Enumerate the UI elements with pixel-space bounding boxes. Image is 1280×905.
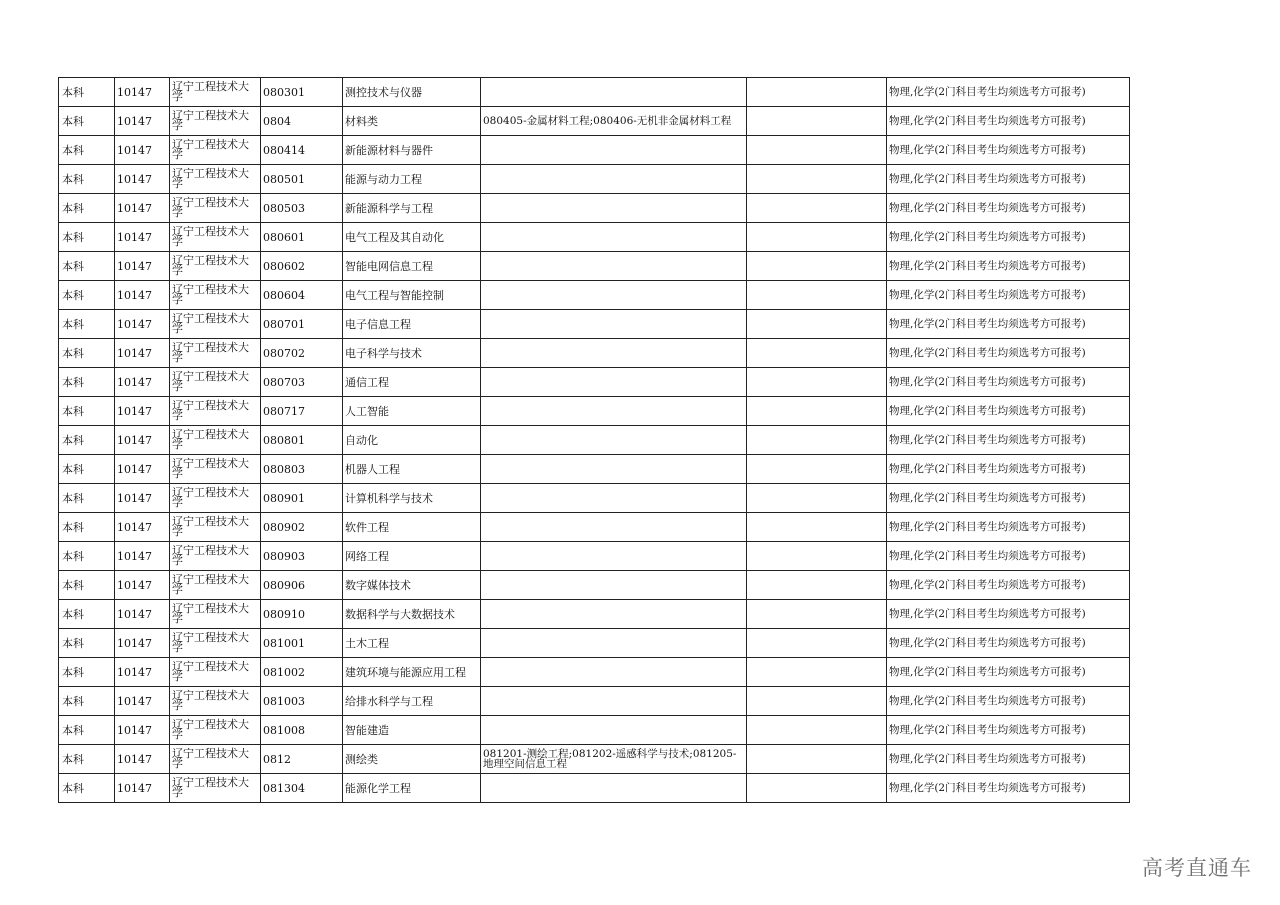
cell-extra [747,687,887,716]
cell-subject-requirement: 物理,化学(2门科目考生均须选考方可报考) [887,397,1130,426]
table-row [59,368,1130,397]
cell-included-majors [481,252,747,281]
cell-extra [747,542,887,571]
cell-subject-requirement: 物理,化学(2门科目考生均须选考方可报考) [887,513,1130,542]
cell-school-name: 辽宁工程技术大学 [170,310,261,339]
cell-subject-requirement: 物理,化学(2门科目考生均须选考方可报考) [887,136,1130,165]
table-row [59,629,1130,658]
cell-school-name: 辽宁工程技术大学 [170,774,261,803]
table-row [59,252,1130,281]
cell-level: 本科 [59,687,115,716]
cell-included-majors [481,658,747,687]
cell-included-majors [481,513,747,542]
table-row [59,455,1130,484]
cell-major-code: 080803 [261,455,343,484]
cell-major-name: 材料类 [343,107,481,136]
cell-school-name: 辽宁工程技术大学 [170,571,261,600]
cell-level: 本科 [59,484,115,513]
cell-major-name: 能源与动力工程 [343,165,481,194]
cell-level: 本科 [59,252,115,281]
cell-level: 本科 [59,310,115,339]
cell-major-name: 软件工程 [343,513,481,542]
table-row [59,426,1130,455]
table-row [59,745,1130,774]
cell-included-majors [481,397,747,426]
cell-included-majors [481,571,747,600]
cell-extra [747,223,887,252]
cell-included-majors: 080405-金属材料工程;080406-无机非金属材料工程 [481,107,747,136]
cell-subject-requirement: 物理,化学(2门科目考生均须选考方可报考) [887,107,1130,136]
cell-extra [747,136,887,165]
cell-subject-requirement: 物理,化学(2门科目考生均须选考方可报考) [887,310,1130,339]
cell-major-code: 080903 [261,542,343,571]
cell-school-name: 辽宁工程技术大学 [170,687,261,716]
cell-extra [747,716,887,745]
cell-major-name: 测控技术与仪器 [343,78,481,107]
cell-school-name: 辽宁工程技术大学 [170,194,261,223]
cell-school-code: 10147 [115,310,170,339]
table-row [59,774,1130,803]
cell-school-code: 10147 [115,513,170,542]
cell-subject-requirement: 物理,化学(2门科目考生均须选考方可报考) [887,542,1130,571]
cell-level: 本科 [59,629,115,658]
cell-extra [747,78,887,107]
cell-major-code: 080501 [261,165,343,194]
cell-major-name: 通信工程 [343,368,481,397]
cell-school-code: 10147 [115,223,170,252]
cell-school-code: 10147 [115,687,170,716]
cell-extra [747,281,887,310]
cell-subject-requirement: 物理,化学(2门科目考生均须选考方可报考) [887,78,1130,107]
cell-level: 本科 [59,658,115,687]
cell-subject-requirement: 物理,化学(2门科目考生均须选考方可报考) [887,745,1130,774]
table-row [59,165,1130,194]
cell-included-majors [481,281,747,310]
cell-included-majors [481,194,747,223]
table-row [59,600,1130,629]
watermark-text: 高考直通车 [1142,856,1252,880]
cell-major-name: 给排水科学与工程 [343,687,481,716]
table-row [59,107,1130,136]
cell-major-code: 080906 [261,571,343,600]
cell-level: 本科 [59,513,115,542]
cell-major-name: 测绘类 [343,745,481,774]
cell-included-majors [481,339,747,368]
cell-school-name: 辽宁工程技术大学 [170,397,261,426]
cell-school-name: 辽宁工程技术大学 [170,223,261,252]
cell-school-name: 辽宁工程技术大学 [170,542,261,571]
table-row [59,716,1130,745]
cell-included-majors [481,368,747,397]
cell-level: 本科 [59,716,115,745]
cell-subject-requirement: 物理,化学(2门科目考生均须选考方可报考) [887,658,1130,687]
cell-level: 本科 [59,745,115,774]
cell-subject-requirement: 物理,化学(2门科目考生均须选考方可报考) [887,223,1130,252]
cell-school-code: 10147 [115,107,170,136]
cell-extra [747,107,887,136]
cell-major-name: 建筑环境与能源应用工程 [343,658,481,687]
cell-level: 本科 [59,455,115,484]
cell-included-majors [481,484,747,513]
cell-level: 本科 [59,339,115,368]
cell-level: 本科 [59,107,115,136]
cell-extra [747,513,887,542]
cell-level: 本科 [59,281,115,310]
cell-included-majors [481,78,747,107]
cell-major-code: 080601 [261,223,343,252]
cell-extra [747,571,887,600]
cell-subject-requirement: 物理,化学(2门科目考生均须选考方可报考) [887,165,1130,194]
cell-school-code: 10147 [115,600,170,629]
table-row [59,310,1130,339]
cell-major-name: 数字媒体技术 [343,571,481,600]
cell-school-code: 10147 [115,455,170,484]
cell-included-majors [481,136,747,165]
cell-major-name: 自动化 [343,426,481,455]
cell-major-code: 080301 [261,78,343,107]
cell-major-code: 081001 [261,629,343,658]
cell-extra [747,455,887,484]
table-row [59,484,1130,513]
cell-subject-requirement: 物理,化学(2门科目考生均须选考方可报考) [887,571,1130,600]
cell-included-majors: 081201-测绘工程;081202-遥感科学与技术;081205-地理空间信息工程 [481,745,747,774]
cell-school-name: 辽宁工程技术大学 [170,484,261,513]
cell-major-code: 081008 [261,716,343,745]
cell-school-name: 辽宁工程技术大学 [170,281,261,310]
cell-extra [747,774,887,803]
cell-major-code: 080703 [261,368,343,397]
cell-major-name: 电气工程及其自动化 [343,223,481,252]
cell-school-name: 辽宁工程技术大学 [170,426,261,455]
cell-extra [747,339,887,368]
cell-extra [747,194,887,223]
cell-school-name: 辽宁工程技术大学 [170,600,261,629]
cell-included-majors [481,223,747,252]
cell-major-name: 土木工程 [343,629,481,658]
cell-level: 本科 [59,571,115,600]
cell-extra [747,658,887,687]
cell-extra [747,310,887,339]
cell-major-code: 080503 [261,194,343,223]
cell-major-name: 新能源材料与器件 [343,136,481,165]
cell-level: 本科 [59,165,115,194]
cell-subject-requirement: 物理,化学(2门科目考生均须选考方可报考) [887,455,1130,484]
table-row [59,281,1130,310]
cell-subject-requirement: 物理,化学(2门科目考生均须选考方可报考) [887,252,1130,281]
cell-subject-requirement: 物理,化学(2门科目考生均须选考方可报考) [887,339,1130,368]
cell-major-code: 080910 [261,600,343,629]
cell-extra [747,252,887,281]
cell-level: 本科 [59,136,115,165]
cell-major-code: 080604 [261,281,343,310]
cell-school-code: 10147 [115,397,170,426]
table-row [59,136,1130,165]
cell-level: 本科 [59,223,115,252]
table-row [59,542,1130,571]
cell-major-code: 0812 [261,745,343,774]
cell-school-code: 10147 [115,339,170,368]
cell-major-name: 数据科学与大数据技术 [343,600,481,629]
cell-school-code: 10147 [115,658,170,687]
cell-extra [747,368,887,397]
cell-included-majors [481,542,747,571]
cell-school-name: 辽宁工程技术大学 [170,513,261,542]
cell-major-name: 网络工程 [343,542,481,571]
cell-major-name: 电子信息工程 [343,310,481,339]
cell-included-majors [481,310,747,339]
table-row [59,397,1130,426]
cell-subject-requirement: 物理,化学(2门科目考生均须选考方可报考) [887,629,1130,658]
cell-extra [747,397,887,426]
cell-level: 本科 [59,397,115,426]
cell-subject-requirement: 物理,化学(2门科目考生均须选考方可报考) [887,774,1130,803]
cell-school-code: 10147 [115,281,170,310]
cell-major-code: 080901 [261,484,343,513]
cell-level: 本科 [59,368,115,397]
cell-included-majors [481,774,747,803]
table-body [59,78,1130,803]
table-row [59,78,1130,107]
cell-school-code: 10147 [115,368,170,397]
cell-major-code: 080602 [261,252,343,281]
cell-extra [747,629,887,658]
cell-subject-requirement: 物理,化学(2门科目考生均须选考方可报考) [887,281,1130,310]
cell-subject-requirement: 物理,化学(2门科目考生均须选考方可报考) [887,716,1130,745]
cell-school-code: 10147 [115,426,170,455]
cell-major-code: 080702 [261,339,343,368]
cell-major-code: 080801 [261,426,343,455]
table-row [59,571,1130,600]
cell-school-code: 10147 [115,716,170,745]
cell-school-name: 辽宁工程技术大学 [170,455,261,484]
cell-included-majors [481,455,747,484]
cell-major-name: 能源化学工程 [343,774,481,803]
cell-level: 本科 [59,78,115,107]
cell-major-code: 0804 [261,107,343,136]
cell-major-name: 新能源科学与工程 [343,194,481,223]
cell-included-majors [481,426,747,455]
table-row [59,687,1130,716]
cell-extra [747,745,887,774]
cell-school-code: 10147 [115,194,170,223]
cell-major-name: 智能电网信息工程 [343,252,481,281]
cell-major-code: 080902 [261,513,343,542]
cell-included-majors [481,716,747,745]
cell-school-code: 10147 [115,774,170,803]
cell-school-code: 10147 [115,252,170,281]
cell-included-majors [481,600,747,629]
cell-school-code: 10147 [115,136,170,165]
cell-major-code: 080701 [261,310,343,339]
table-row [59,513,1130,542]
cell-school-code: 10147 [115,542,170,571]
cell-level: 本科 [59,426,115,455]
cell-school-code: 10147 [115,165,170,194]
table-row [59,339,1130,368]
cell-school-code: 10147 [115,745,170,774]
cell-extra [747,426,887,455]
cell-extra [747,484,887,513]
cell-major-code: 081304 [261,774,343,803]
cell-major-name: 电子科学与技术 [343,339,481,368]
cell-school-code: 10147 [115,571,170,600]
cell-major-name: 计算机科学与技术 [343,484,481,513]
cell-school-name: 辽宁工程技术大学 [170,716,261,745]
cell-school-name: 辽宁工程技术大学 [170,745,261,774]
cell-level: 本科 [59,194,115,223]
cell-school-name: 辽宁工程技术大学 [170,629,261,658]
cell-level: 本科 [59,774,115,803]
cell-extra [747,600,887,629]
cell-major-code: 081002 [261,658,343,687]
cell-school-name: 辽宁工程技术大学 [170,339,261,368]
cell-school-name: 辽宁工程技术大学 [170,658,261,687]
cell-subject-requirement: 物理,化学(2门科目考生均须选考方可报考) [887,426,1130,455]
cell-major-code: 080414 [261,136,343,165]
cell-school-code: 10147 [115,78,170,107]
cell-included-majors [481,629,747,658]
cell-major-name: 人工智能 [343,397,481,426]
cell-level: 本科 [59,600,115,629]
cell-school-name: 辽宁工程技术大学 [170,368,261,397]
cell-subject-requirement: 物理,化学(2门科目考生均须选考方可报考) [887,687,1130,716]
cell-major-code: 081003 [261,687,343,716]
cell-school-name: 辽宁工程技术大学 [170,165,261,194]
cell-included-majors [481,165,747,194]
cell-school-code: 10147 [115,629,170,658]
table-row [59,194,1130,223]
cell-extra [747,165,887,194]
cell-school-name: 辽宁工程技术大学 [170,107,261,136]
majors-table [58,77,1130,803]
table-row [59,658,1130,687]
cell-subject-requirement: 物理,化学(2门科目考生均须选考方可报考) [887,368,1130,397]
cell-subject-requirement: 物理,化学(2门科目考生均须选考方可报考) [887,484,1130,513]
cell-school-code: 10147 [115,484,170,513]
cell-school-name: 辽宁工程技术大学 [170,136,261,165]
cell-included-majors [481,687,747,716]
cell-school-name: 辽宁工程技术大学 [170,252,261,281]
cell-major-code: 080717 [261,397,343,426]
cell-subject-requirement: 物理,化学(2门科目考生均须选考方可报考) [887,194,1130,223]
cell-level: 本科 [59,542,115,571]
table-row [59,223,1130,252]
cell-major-name: 智能建造 [343,716,481,745]
cell-major-name: 机器人工程 [343,455,481,484]
cell-subject-requirement: 物理,化学(2门科目考生均须选考方可报考) [887,600,1130,629]
cell-major-name: 电气工程与智能控制 [343,281,481,310]
cell-school-name: 辽宁工程技术大学 [170,78,261,107]
